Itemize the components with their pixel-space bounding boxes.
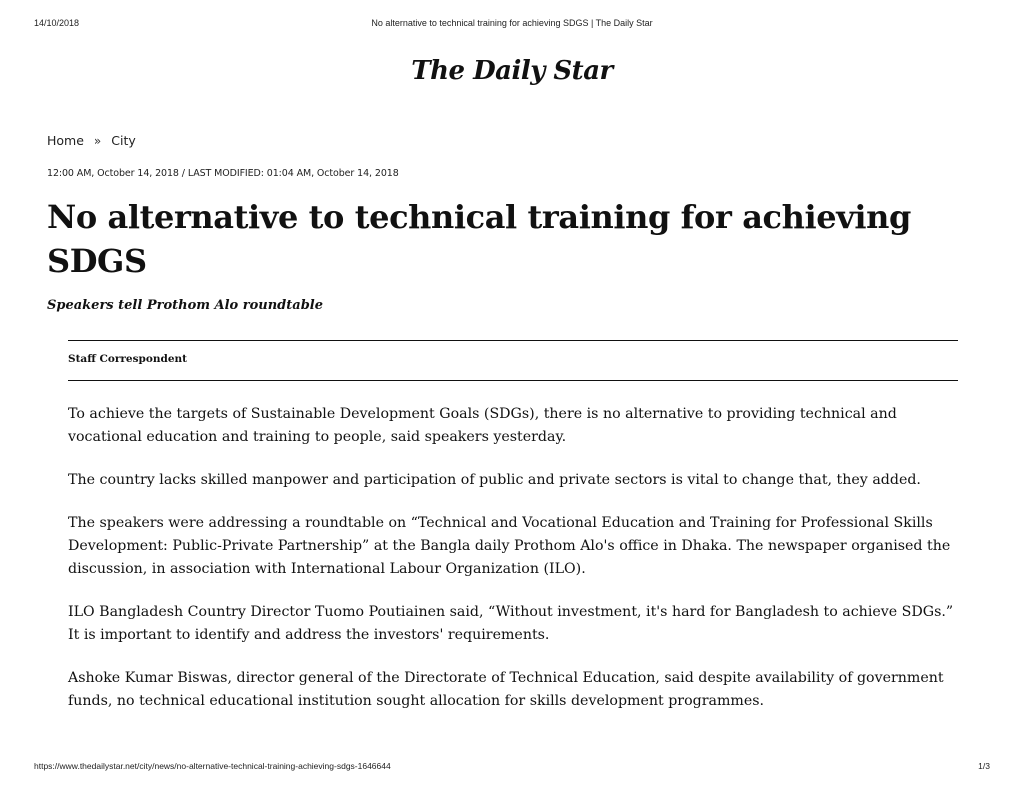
- breadcrumb-home-link[interactable]: Home: [47, 133, 84, 148]
- print-date: 14/10/2018: [34, 18, 80, 28]
- print-header: [0, 18, 1024, 32]
- article-paragraph: The speakers were addressing a roundtable on “Technical and Vocational Education and Training for Professional Skills Development: Public-Private Partnership” at the Bangla daily Prothom Alo's office in Dhaka. The newspaper organised the discussion, in association with International Labour Organization (ILO).: [68, 515, 951, 577]
- article-paragraph: The country lacks skilled manpower and participation of public and private sectors is vital to change that, they added.: [68, 472, 921, 488]
- print-url: https://www.thedailystar.net/city/news/no-alternative-technical-training-achieving-sdgs-1646644: [34, 761, 391, 771]
- author-byline[interactable]: Staff Correspondent: [68, 353, 188, 365]
- article-headline: No alternative to technical training for achieving SDGS: [47, 198, 911, 280]
- article-paragraph: ILO Bangladesh Country Director Tuomo Poutiainen said, “Without investment, it's hard for Bangladesh to achieve SDGs.” It is important to identify and address the investors' requirements.: [68, 604, 954, 643]
- article-body: [68, 403, 958, 733]
- print-page-title: No alternative to technical training for achieving SDGS | The Daily Star: [371, 18, 653, 28]
- article-paragraph: To achieve the targets of Sustainable Development Goals (SDGs), there is no alternative to providing technical and vocational education and training to people, said speakers yesterday.: [68, 406, 897, 445]
- byline-box: [68, 340, 958, 381]
- page-number: 1/3: [978, 761, 990, 771]
- article-subheadline: Speakers tell Prothom Alo roundtable: [47, 298, 323, 313]
- article-paragraph: Ashoke Kumar Biswas, director general of the Directorate of Technical Education, said despite availability of government funds, no technical educational institution sought allocation for skills development programmes.: [68, 670, 944, 709]
- breadcrumb: [47, 133, 136, 148]
- article-timestamp: 12:00 AM, October 14, 2018 / LAST MODIFIED: 01:04 AM, October 14, 2018: [47, 168, 399, 179]
- daily-star-logo[interactable]: The Daily Star: [411, 56, 613, 86]
- breadcrumb-city-link[interactable]: City: [111, 133, 136, 148]
- print-footer: [0, 761, 1024, 775]
- chevron-right-double-icon: »: [93, 133, 102, 148]
